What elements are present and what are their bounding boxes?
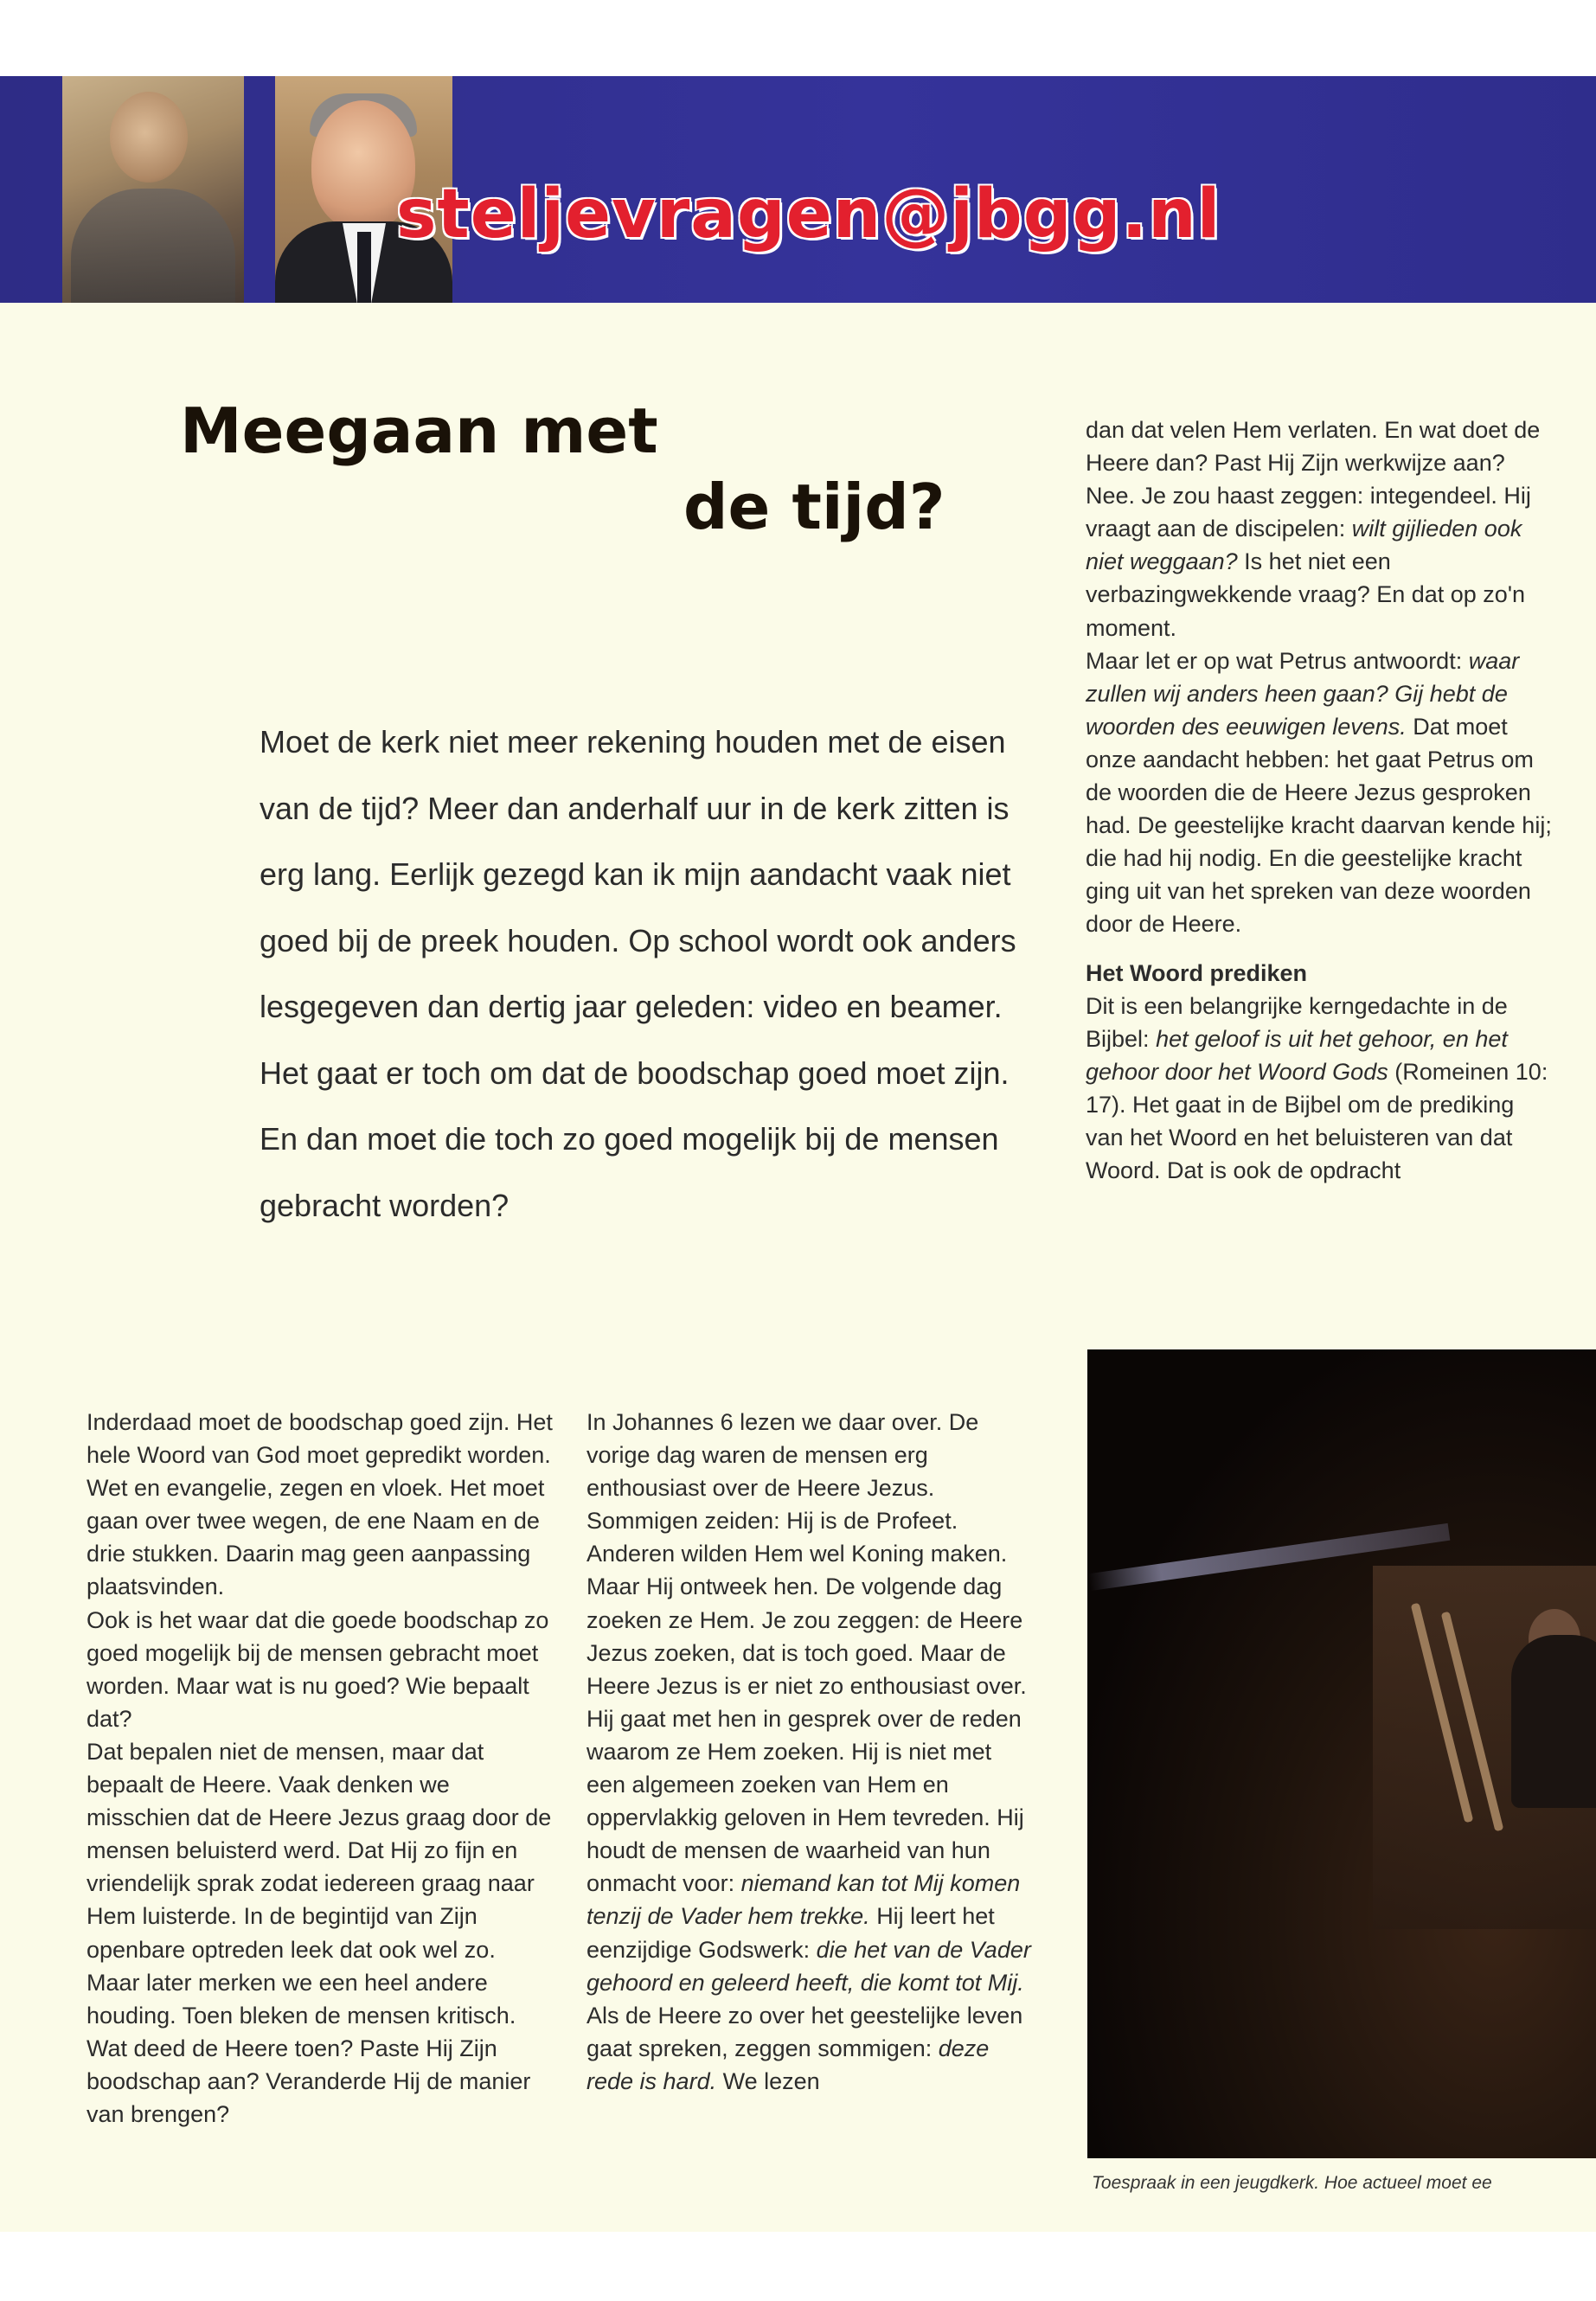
portrait-photo-left — [62, 76, 244, 303]
text-run: Hij leert het eenzijdige Godswerk: — [586, 1903, 995, 1963]
paragraph: Dat bepalen niet de mensen, maar dat bepaalt de Heere. Vaak denken we misschien dat de Heere Jezus graag door de mensen beluisterd werd. Dat Hij zo fijn en vriendelijk sprak zodat iedereen graag naar Hem luisterde. In de begintijd van Zijn openbare optreden leek dat ook wel zo. Maar later merken we een heel andere houding. Toen bleken de mensen kritisch. Wat deed de Heere toen? Paste Hij Zijn boodschap aan? Veranderde Hij de manier van brengen? — [87, 1738, 552, 2127]
text-run: In Johannes 6 lezen we daar over. De vorige dag waren de mensen erg enthousiast over de Heere Jezus. Sommigen zeiden: Hij is de Profeet. Anderen wilden Hem wel Koning maken. Maar Hij ontweek hen. De volgende dag zoeken ze Hem. Je zou zeggen: de Heere Jezus zoeken, dat is toch goed. Maar de Heere Jezus is er niet zo enthousiast over. Hij gaat met hen in gesprek over de reden waarom ze Hem zoeken. Hij is niet met een algemeen zoeken van Hem en oppervlakkig geloven in Hem tevreden. Hij houdt de mensen de waarheid van hun onmacht voor: — [586, 1409, 1027, 1897]
bible-quote: niemand kan tot Mij komen tenzij de Vader hem trekke. — [586, 1870, 1021, 1930]
column-middle — [586, 1406, 1036, 2098]
bible-quote: wilt gijlieden ook niet weggaan? — [1086, 516, 1522, 575]
paragraph — [1086, 413, 1553, 644]
photo-caption: Toespraak in een jeugdkerk. Hoe actueel moet ee — [1092, 2173, 1492, 2193]
paragraph — [586, 1406, 1036, 1999]
paragraph: Inderdaad moet de boodschap goed zijn. Het hele Woord van God moet gepredikt worden. Wet en evangelie, zegen en vloek. Het moet gaan over twee wegen, de ene Naam en de drie stukken. Daarin mag geen aanpassing plaatsvinden. — [87, 1409, 553, 1600]
text-run: Is het niet een verbazingwekkende vraag? En dat op zo'n moment. — [1086, 548, 1525, 641]
lead-question: Moet de kerk niet meer rekening houden met de eisen van de tijd? Meer dan anderhalf uur in de kerk zitten is erg lang. Eerlijk gezegd kan ik mijn aandacht vaak niet goed bij de preek houden. Op school wordt ook anders lesgegeven dan dertig jaar geleden: video en beamer. Het gaat er toch om dat de boodschap goed moet zijn. En dan moet die toch zo goed mogelijk bij de mensen gebracht worden? — [260, 724, 1016, 1223]
header-band — [0, 76, 1596, 303]
text-run: (Romeinen 10: 17). Het gaat in de Bijbel om de prediking van het Woord en het beluisteren van dat Woord. Dat is ook de opdracht — [1086, 1058, 1548, 1184]
text-run: dan dat velen Hem verlaten. En wat doet de Heere dan? Past Hij Zijn werkwijze aan? Nee. Je zou haast zeggen: integendeel. Hij vraagt aan de discipelen: — [1086, 417, 1541, 542]
paragraph — [1086, 990, 1553, 1188]
text-run: Dat moet onze aandacht hebben: het gaat Petrus om de woorden die de Heere Jezus gesproken had. De geestelijke kracht daarvan kende hij; die had hij nodig. En die geestelijke kracht ging uit van het spreken van deze woorden door de Heere. — [1086, 713, 1552, 938]
bible-quote: waar zullen wij anders heen gaan? Gij hebt de woorden des eeuwigen levens. — [1086, 647, 1520, 740]
portrait-tie — [357, 232, 371, 303]
paragraph: Ook is het waar dat die goede boodschap zo goed mogelijk bij de mensen gebracht moet worden. Maar wat is nu goed? Wie bepaalt dat? — [87, 1606, 549, 1732]
bible-quote: deze rede is hard. — [586, 2035, 990, 2094]
text-run: Dit is een belangrijke kerngedachte in de Bijbel: — [1086, 992, 1508, 1052]
text-run: We lezen — [722, 2067, 820, 2094]
portrait-suit — [71, 189, 235, 303]
bible-quote: het geloof is uit het gehoor, en het gehoor door het Woord Gods — [1086, 1025, 1508, 1085]
stage-photo — [1087, 1349, 1596, 2158]
text-run: Als de Heere zo over het geestelijke leven gaat spreken, zeggen sommigen: — [586, 2002, 1023, 2061]
email-heading[interactable]: steljevragen@jbgg.nl — [396, 176, 1221, 253]
column-right — [1086, 413, 1553, 1187]
article-title-line1: Meegaan met — [180, 394, 658, 467]
column-left — [87, 1406, 554, 2131]
text-run: Maar let er op wat Petrus antwoordt: — [1086, 647, 1463, 674]
bible-quote: die het van de Vader gehoord en geleerd heeft, die komt tot Mij. — [586, 1936, 1031, 1996]
performer-figure — [1511, 1635, 1596, 1808]
article-title-line2: de tijd? — [683, 471, 945, 543]
section-subheading: Het Woord prediken — [1086, 959, 1308, 986]
paragraph — [586, 1999, 1036, 2098]
paragraph — [1086, 644, 1553, 941]
portrait-head — [110, 92, 188, 183]
